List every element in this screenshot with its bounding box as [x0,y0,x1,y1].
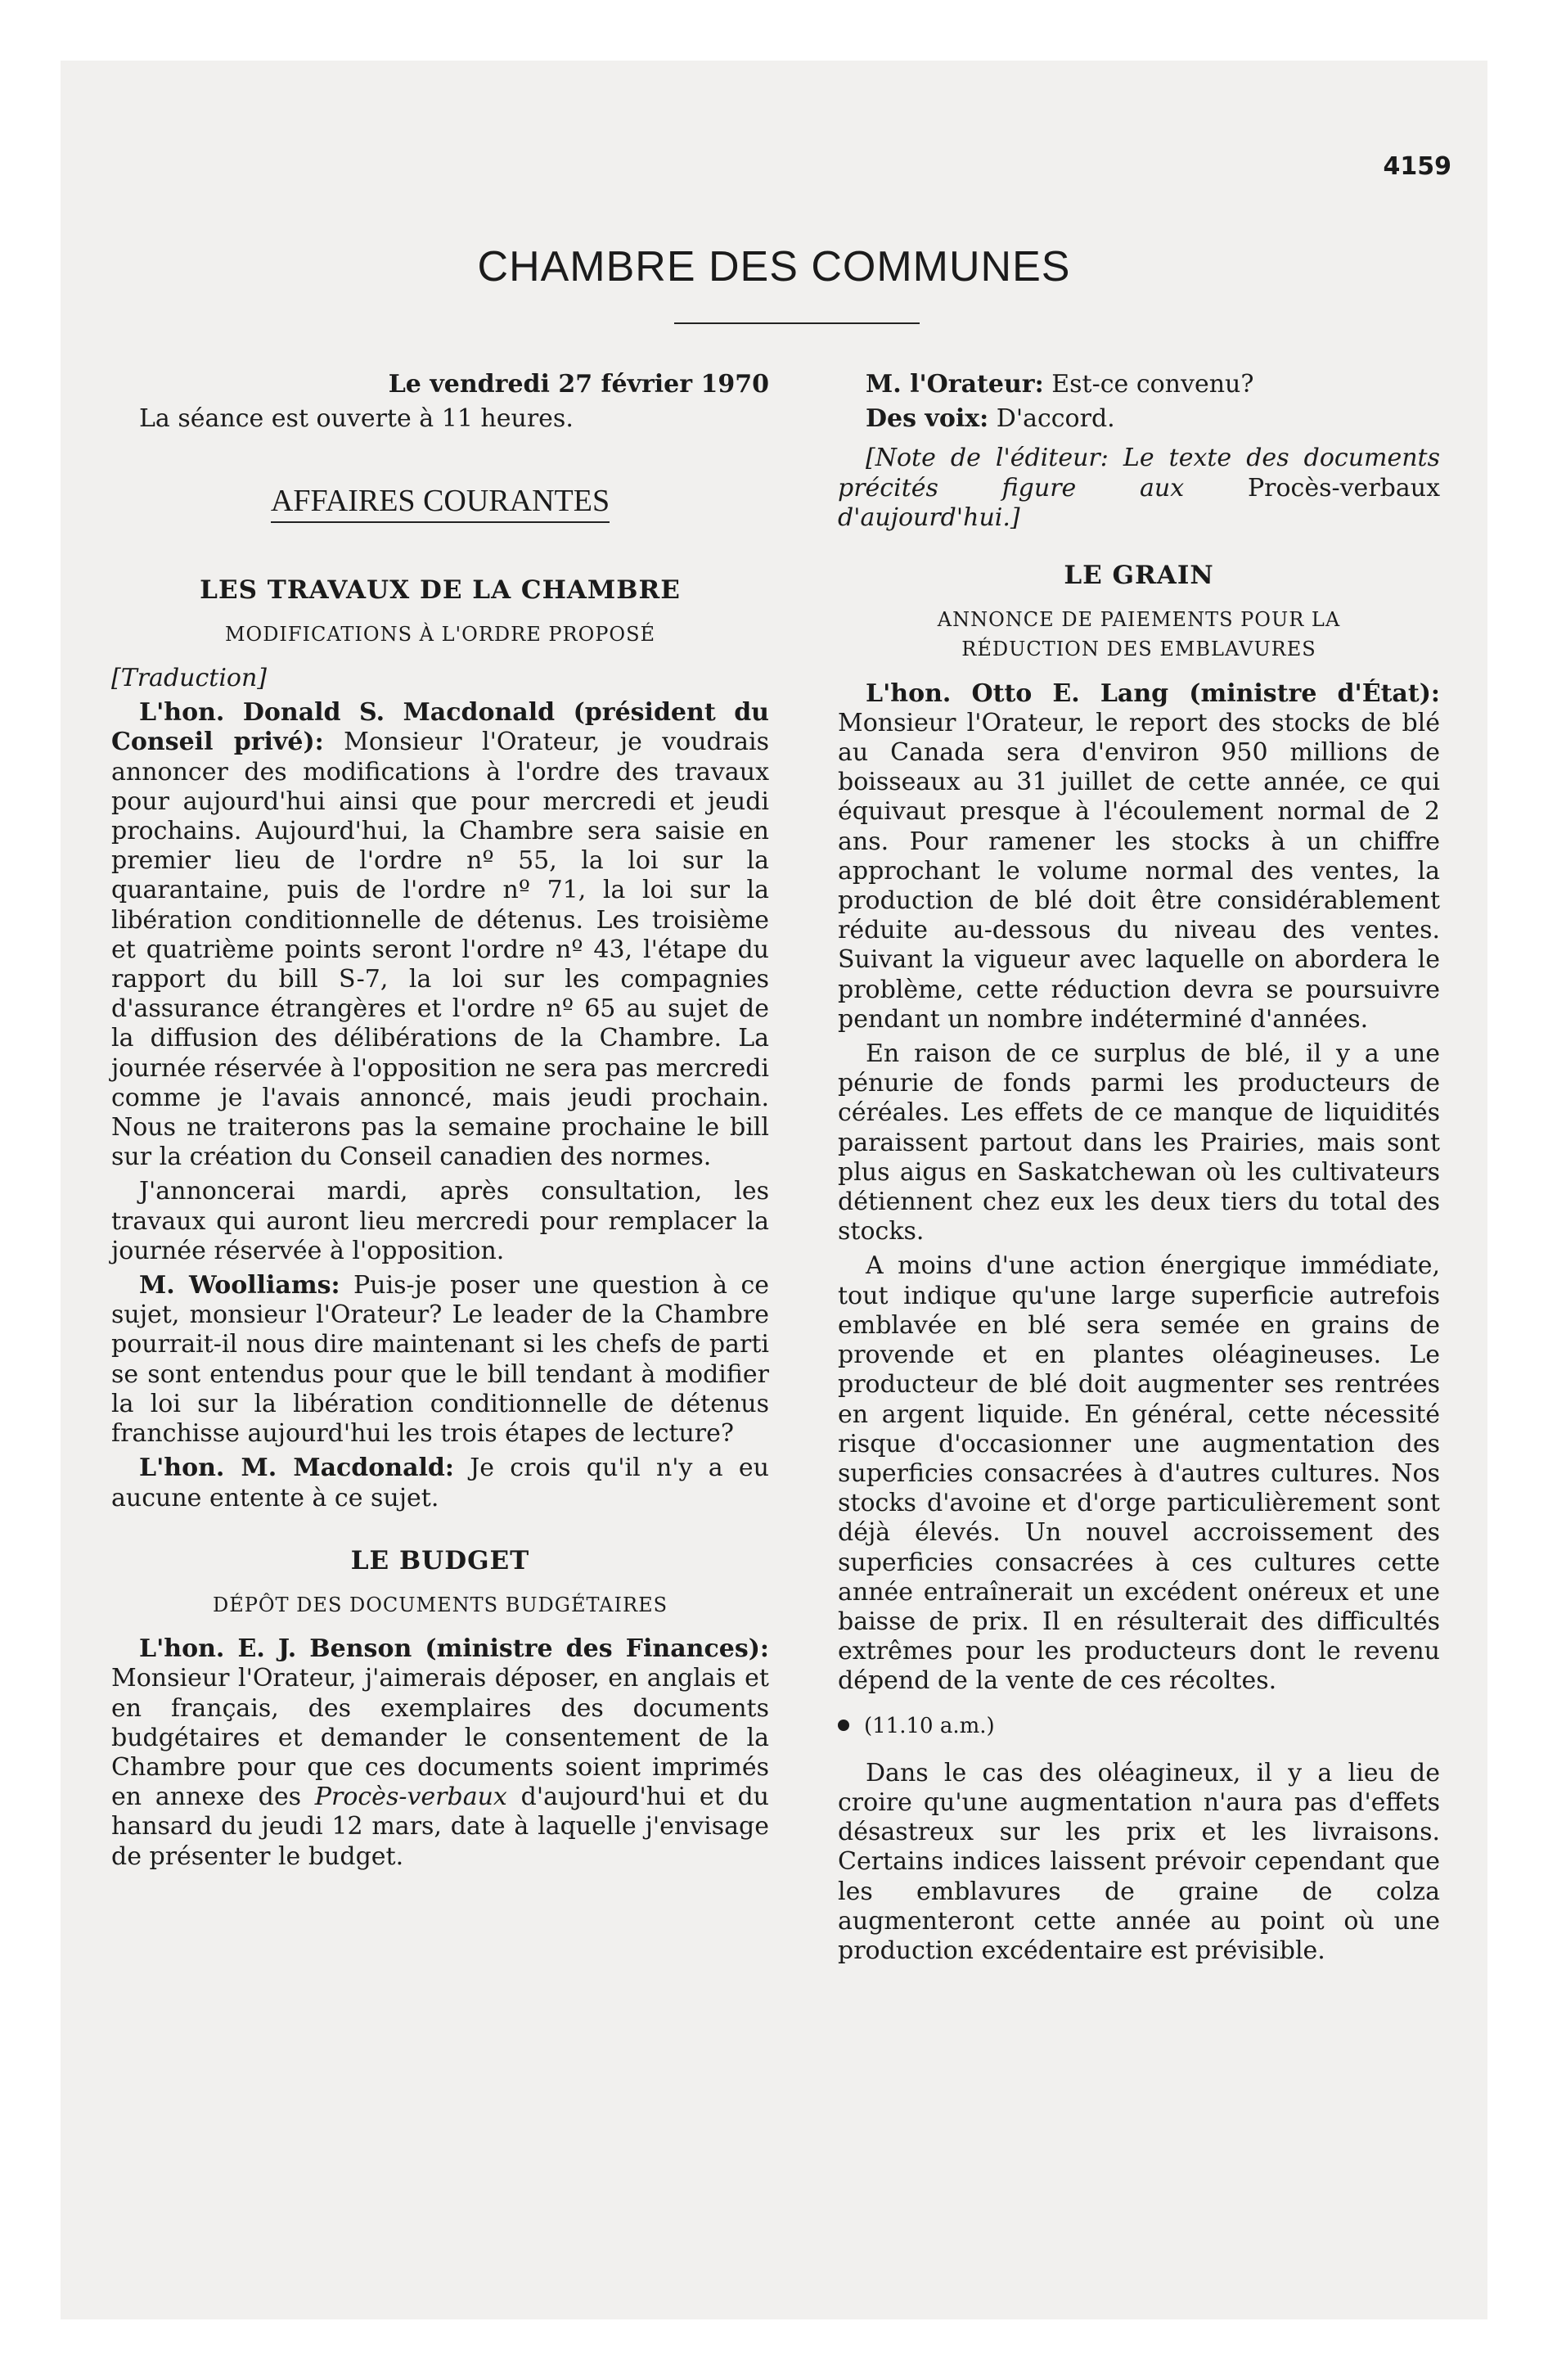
section-title-travaux: LES TRAVAUX DE LA CHAMBRE [200,575,681,605]
time-marker-text: (11.10 a.m.) [864,1713,995,1738]
paragraph-benson [111,1634,769,1872]
masthead-rule [674,322,920,324]
heading-affaires-courantes [111,484,769,519]
paragraph-lang-2: En raison de ce surplus de blé, il y a une pénurie de fonds parmi les producteurs de céréales. Les effets de ce manque de liquidités paraissent partout dans les Prairies, mais sont plus aigus en Saskatchewan où les cultivateurs détiennent chez eux les deux tiers du total des stocks. [838,1039,1440,1246]
section-subtitle-paiements: ANNONCE DE PAIEMENTS POUR LA RÉDUCTION DES EMBLAVURES [937,608,1341,661]
document-page [61,61,1487,2319]
paragraph-lang-1 [838,679,1440,1034]
paragraph-macdonald-3 [111,1454,769,1512]
editor-note [838,444,1440,533]
section-title-grain: LE GRAIN [1064,561,1214,591]
speaker-woolliams: M. Woolliams: [139,1271,340,1300]
speaker-orateur: M. l'Orateur: [866,370,1044,399]
left-column [111,370,769,1877]
speaker-macdonald: L'hon. Donald S. Macdonald (président du Conseil privé): [111,698,769,757]
paragraph-des-voix [838,404,1440,434]
text-macdonald-3: Je crois qu'il n'y a eu aucune entente à ce sujet. [111,1454,769,1512]
sitting-date: Le vendredi 27 février 1970 [388,370,769,399]
text-benson-italic: Procès-verbaux [314,1783,507,1812]
time-marker [838,1711,1440,1741]
paragraph-orateur [838,370,1440,399]
editor-note-c: d'aujourd'hui.] [838,503,1020,532]
speaker-benson: L'hon. E. J. Benson (ministre des Finances): [139,1634,769,1664]
text-benson-b: d'aujourd'hui et du hansard du jeudi 12 mars, date à laquelle j'envisage de présenter le budget. [111,1783,769,1871]
speaker-macdonald-2: L'hon. M. Macdonald: [139,1454,454,1483]
paragraph-macdonald-1 [111,698,769,1172]
text-lang-1: Monsieur l'Orateur, le report des stocks de blé au Canada sera d'environ 950 millions de boisseaux au 31 juillet de cette année, ce qui équivaut presque à l'écoulement normal de 2 ans. Pour ramener les stocks à un chiffre approchant le volume normal des ventes, la production de blé doit être considérablement réduite au-dessous du niveau des ventes. Suivant la vigueur avec laquelle on abordera le problème, cette réduction devra se poursuivre pendant un nombre indéterminé d'années. [838,708,1440,1034]
section-subtitle-depot: DÉPÔT DES DOCUMENTS BUDGÉTAIRES [212,1593,668,1616]
section-subtitle-modifications: MODIFICATIONS À L'ORDRE PROPOSÉ [224,622,656,646]
text-macdonald-1: Monsieur l'Orateur, je voudrais annoncer des modifications à l'ordre des travaux pour aujourd'hui ainsi que pour mercredi et jeudi prochains. Aujourd'hui, la Chambre sera saisie en premier lieu de l'ordre nº 55, la loi sur la quarantaine, puis de l'ordre nº 71, la loi sur la libération conditionnelle de détenus. Les troisième et quatrième points seront l'ordre nº 43, l'étape du rapport du bill S-7, la loi sur les compagnies d'assurance étrangères et l'ordre nº 65 au sujet de la diffusion des délibérations de la Chambre. La journée réservée à l'opposition ne sera pas mercredi comme je l'avais annoncé, mais jeudi prochain. Nous ne traiterons pas la semaine prochaine le bill sur la création du Conseil canadien des normes. [111,728,769,1172]
bullet-icon [838,1720,849,1731]
speaker-des-voix: Des voix: [866,404,989,434]
speaker-lang: L'hon. Otto E. Lang (ministre d'État): [866,678,1440,708]
paragraph-lang-3: A moins d'une action énergique immédiate, tout indique qu'une large superficie autrefois emblavée en blé sera semée en grains de provende et en plantes oléagineuses. Le producteur de blé doit augmenter ses rentrées en argent liquide. En général, cette nécessité risque d'occasionner une augmentation des superficies consacrées à d'autres cultures. Nos stocks d'avoine et d'orge particulièrement sont déjà élevés. Un nouvel accroissement des superficies consacrées à ces cultures cette année entraînerait un excédent onéreux et une baisse de prix. Il en résulterait des difficultés extrêmes pour les producteurs dont le revenu dépend de la vente de ces récoltes. [838,1251,1440,1696]
text-des-voix: D'accord. [988,404,1115,434]
right-column [838,370,1440,1971]
editor-note-b: Procès-verbaux [1247,473,1440,503]
text-benson-a: Monsieur l'Orateur, j'aimerais déposer, en anglais et en français, des exemplaires des documents budgétaires et demander le consentement de la Chambre pour que ces documents soient imprimés en annexe des [111,1664,769,1812]
text-woolliams: Puis-je poser une question à ce sujet, monsieur l'Orateur? Le leader de la Chambre pourrait-il nous dire maintenant si les chefs de parti se sont entendus pour que le bill tendant à modifier la loi sur la libération conditionnelle de détenus franchisse aujourd'hui les trois étapes de lecture? [111,1271,769,1449]
section-title-budget: LE BUDGET [350,1545,530,1575]
opening-line: La séance est ouverte à 11 heures. [139,404,574,434]
paragraph-lang-4: Dans le cas des oléagineux, il y a lieu de croire qu'une augmentation n'aura pas d'effets désastreux sur les prix et les livraisons. Certains indices laissent prévoir cependant que les emblavures de graine de colza augmenteront cette année au point où une production excédentaire est prévisible. [838,1758,1440,1965]
text-orateur: Est-ce convenu? [1043,370,1254,399]
paragraph-macdonald-2: J'annoncerai mardi, après consultation, les travaux qui auront lieu mercredi pour remplacer la journée réservée à l'opposition. [111,1177,769,1265]
editor-note-a: [Note de l'éditeur: Le texte des documents précités figure aux [838,444,1440,503]
page-number: 4159 [1383,152,1451,181]
traduction-label: [Traduction] [111,664,268,693]
masthead-title: CHAMBRE DES COMMUNES [477,243,1071,291]
paragraph-woolliams [111,1271,769,1449]
heading-affaires-courantes-text: AFFAIRES COURANTES [271,484,610,523]
